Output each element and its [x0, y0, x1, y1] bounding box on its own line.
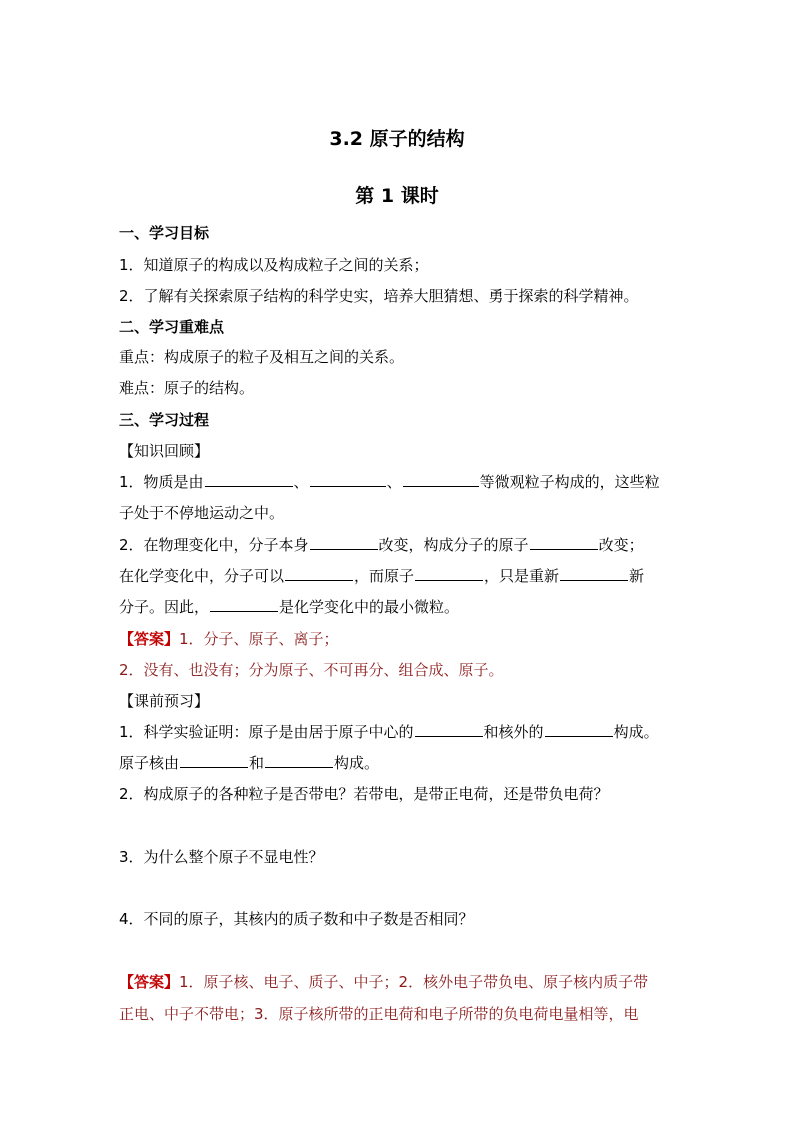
answer-blank[interactable]: [210, 596, 278, 612]
question-text: 1．科学实验证明：原子是由居于原子中心的: [119, 723, 414, 741]
review-answer-2: 2．没有、也没有；分为原子、不可再分、组合成、原子。: [119, 661, 504, 679]
page-title: 3.2 原子的结构: [329, 128, 465, 150]
question-text: 分子。因此，: [119, 598, 210, 616]
page-subtitle: 第 1 课时: [355, 185, 439, 207]
answer-blank[interactable]: [180, 752, 248, 768]
review-question-2-end: [119, 596, 459, 617]
preview-answer-1: [119, 971, 648, 992]
answer-text: 1．原子核、电子、质子、中子；2．核外电子带负电、原子核内质子带: [179, 973, 649, 991]
answer-tag: 【答案】: [119, 973, 180, 991]
key-point-text: 重点：构成原子的粒子及相互之间的关系。: [119, 348, 405, 366]
section-heading-goals: 一、学习目标: [119, 224, 210, 242]
review-question-1-cont: 子处于不停地运动之中。: [119, 504, 285, 522]
goal-item-1: 1．知道原子的构成以及构成粒子之间的关系；: [119, 256, 429, 274]
question-text: 是化学变化中的最小微粒。: [279, 598, 460, 616]
question-text: 改变，构成分子的原子: [378, 536, 529, 554]
question-text: 新: [629, 567, 645, 585]
preview-answer-2: 正电、中子不带电；3．原子核所带的正电荷和电子所带的负电荷电量相等，电: [119, 1005, 639, 1023]
preview-question-1-cont: [119, 752, 379, 773]
review-question-2: [119, 534, 644, 555]
question-text: 和核外的: [483, 723, 544, 741]
question-text: 构成。: [613, 723, 659, 741]
preview-question-3: 3．为什么整个原子不显电性？: [119, 848, 324, 866]
question-text: 1．物质是由: [119, 473, 204, 491]
answer-blank[interactable]: [415, 721, 483, 737]
answer-blank[interactable]: [560, 565, 628, 581]
answer-blank[interactable]: [310, 471, 386, 487]
review-question-2-cont: [119, 565, 644, 586]
preview-question-1: [119, 721, 659, 742]
difficult-point-text: 难点：原子的结构。: [119, 379, 255, 397]
answer-blank[interactable]: [530, 534, 598, 550]
answer-blank[interactable]: [205, 471, 293, 487]
answer-blank[interactable]: [285, 565, 353, 581]
question-text: 、: [293, 473, 309, 491]
answer-blank[interactable]: [265, 752, 333, 768]
answer-blank[interactable]: [310, 534, 378, 550]
question-text: 改变；: [598, 536, 644, 554]
answer-blank[interactable]: [403, 471, 479, 487]
question-text: 2．在物理变化中，分子本身: [119, 536, 309, 554]
question-text: 原子核由: [119, 754, 180, 772]
question-text: ，只是重新: [484, 567, 560, 585]
review-answer-1: [119, 628, 339, 649]
answer-blank[interactable]: [545, 721, 613, 737]
answer-text: 1．分子、原子、离子；: [179, 630, 339, 648]
section-heading-process: 三、学习过程: [119, 411, 210, 429]
review-question-1: [119, 471, 660, 492]
goal-item-2: 2．了解有关探索原子结构的科学史实，培养大胆猜想、勇于探索的科学精神。: [119, 287, 639, 305]
question-text: 和: [249, 754, 265, 772]
question-text: ，而原子: [354, 567, 415, 585]
answer-tag: 【答案】: [119, 630, 180, 648]
question-text: 在化学变化中，分子可以: [119, 567, 285, 585]
question-text: 、: [386, 473, 402, 491]
preview-question-4: 4．不同的原子，其核内的质子数和中子数是否相同？: [119, 910, 474, 928]
preview-label: 【课前预习】: [119, 692, 210, 710]
preview-question-2: 2．构成原子的各种粒子是否带电？若带电，是带正电荷，还是带负电荷？: [119, 785, 609, 803]
section-heading-key-points: 二、学习重难点: [119, 318, 225, 336]
review-label: 【知识回顾】: [119, 442, 210, 460]
answer-blank[interactable]: [415, 565, 483, 581]
question-text: 构成。: [334, 754, 380, 772]
question-text: 等微观粒子构成的，这些粒: [479, 473, 660, 491]
